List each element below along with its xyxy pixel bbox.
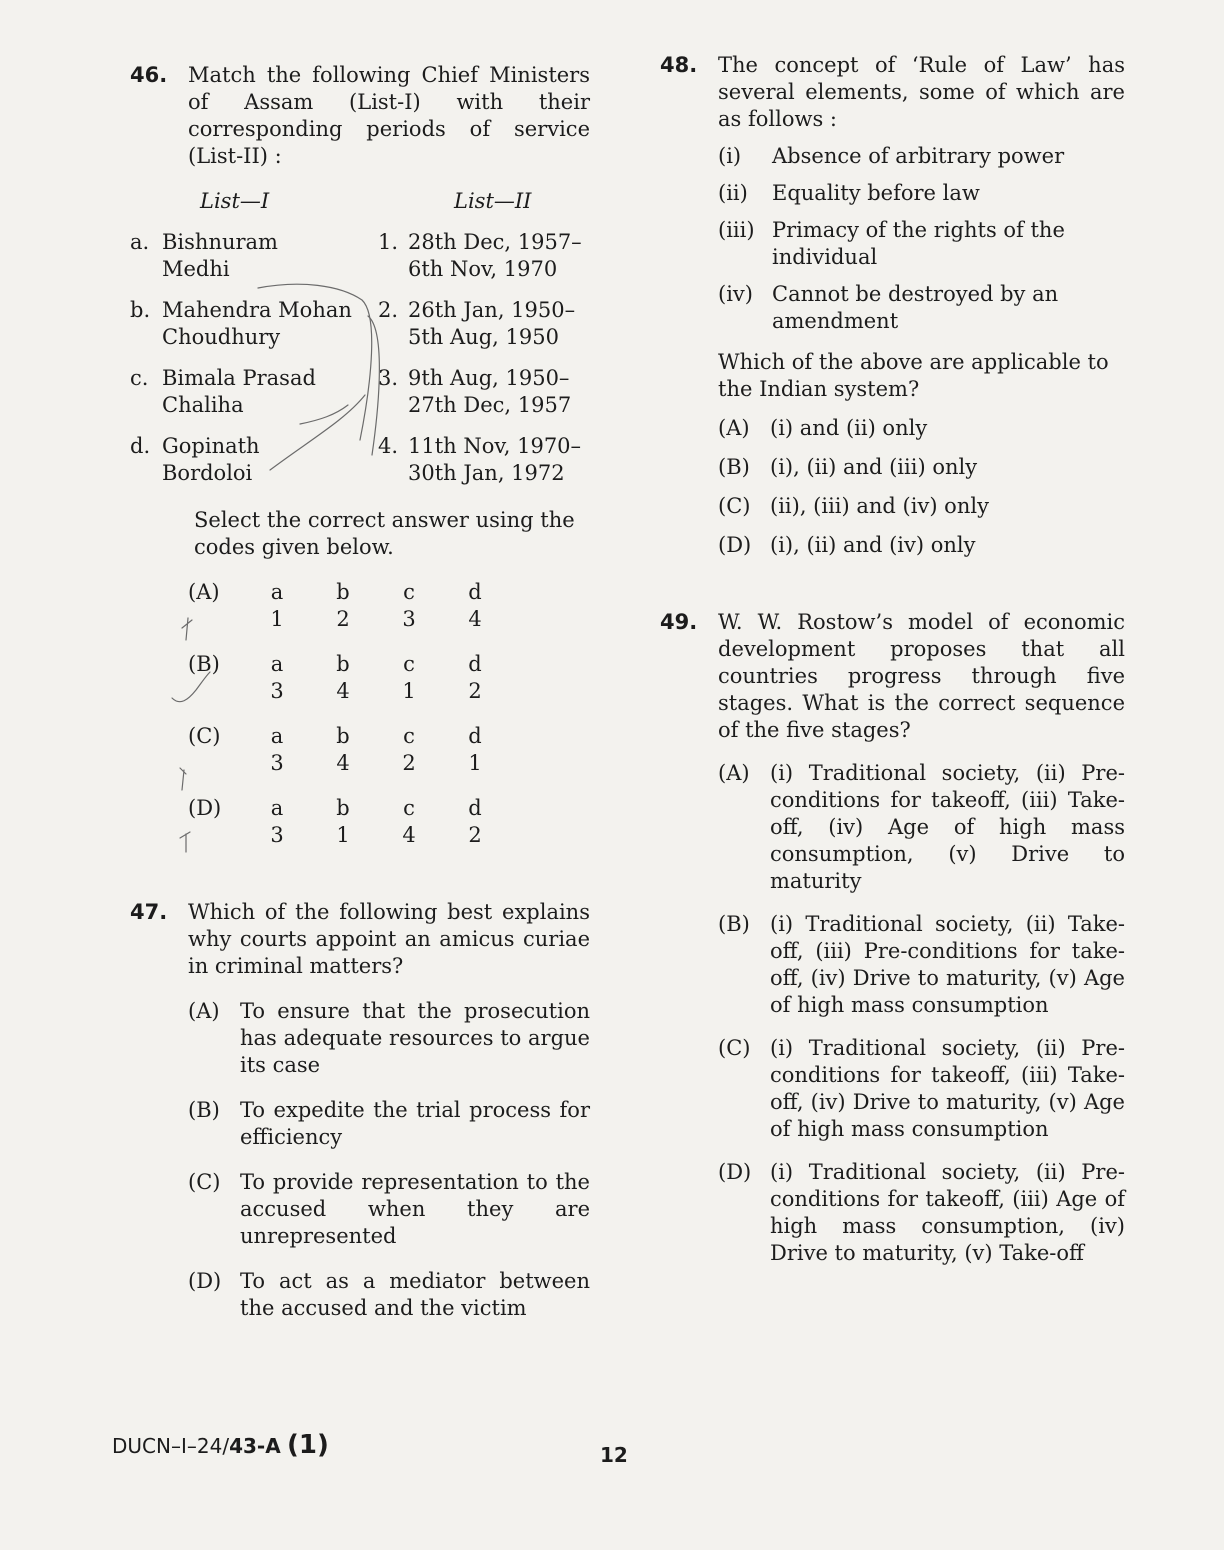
question-text: W. W. Rostow’s model of economic development proposes that all countries progress through five stages. What is the correct sequence of the five stages? <box>718 610 1125 742</box>
service-period: 26th Jan, 1950– 5th Aug, 1950 <box>408 298 576 349</box>
option-label: (C) <box>188 1170 221 1194</box>
code-number: 4 <box>336 751 350 775</box>
code-letter: a <box>270 652 284 676</box>
option-label: (A) <box>188 999 220 1023</box>
answer-option-a[interactable] <box>718 760 1125 895</box>
code-letter: c <box>403 652 415 676</box>
answer-option-c[interactable] <box>188 1169 590 1250</box>
answer-option-b[interactable] <box>188 651 590 705</box>
code-number: 2 <box>402 751 416 775</box>
option-label: (C) <box>188 724 221 748</box>
option-text: (i), (ii) and (iii) only <box>770 455 978 479</box>
code-number: 2 <box>468 823 482 847</box>
service-period: 9th Aug, 1950– 27th Dec, 1957 <box>408 366 572 417</box>
option-label: (B) <box>188 652 220 676</box>
page-number: 12 <box>600 1443 628 1467</box>
option-label: (A) <box>188 580 220 604</box>
code-letter: c <box>403 796 415 820</box>
pair-number: 3. <box>378 366 399 390</box>
match-pairs <box>130 229 590 487</box>
chief-minister-name: Mahendra Mohan Choudhury <box>162 298 352 349</box>
question-number: 47. <box>130 900 168 924</box>
match-pair <box>130 229 590 283</box>
match-pair <box>130 433 590 487</box>
answer-option-d[interactable] <box>718 1159 1125 1267</box>
option-text: (i) Traditional society, (ii) Pre-conditions for takeoff, (iii) Take-off, (iv) Age of high mass consumption, (v) Drive to maturity <box>770 761 1125 893</box>
code-letter: d <box>468 724 482 748</box>
option-label: (D) <box>188 1269 222 1293</box>
paper-code <box>112 1432 329 1460</box>
question-number: 48. <box>660 53 698 77</box>
match-pair <box>130 365 590 419</box>
option-text: To provide representation to the accused when they are unrepresented <box>240 1170 590 1248</box>
option-text: (i) Traditional society, (ii) Take-off, (iii) Pre-conditions for take-off, (iv) Drive to maturity, (v) Age of high mass consumption <box>770 912 1125 1017</box>
option-text: To expedite the trial process for efficiency <box>240 1098 590 1149</box>
question-number: 46. <box>130 63 168 87</box>
code-number: 4 <box>336 679 350 703</box>
option-label: (B) <box>188 1098 220 1122</box>
question-prompt: Which of the above are applicable to the Indian system? <box>718 350 1109 401</box>
element-label: (iii) <box>718 218 755 242</box>
option-label: (D) <box>718 1160 752 1184</box>
service-period: 11th Nov, 1970– 30th Jan, 1972 <box>408 434 582 485</box>
element-label: (iv) <box>718 282 753 306</box>
option-text: To act as a mediator between the accused and the victim <box>240 1269 590 1320</box>
code-number: 3 <box>270 751 284 775</box>
option-text: (ii), (iii) and (iv) only <box>770 494 989 518</box>
element-text: Primacy of the rights of the individual <box>772 218 1065 269</box>
pair-number: 2. <box>378 298 399 322</box>
element-text: Absence of arbitrary power <box>772 144 1065 168</box>
answer-option-c[interactable] <box>188 723 590 777</box>
option-label: (C) <box>718 1036 751 1060</box>
chief-minister-name: Bimala Prasad Chaliha <box>162 366 316 417</box>
answer-option-a[interactable] <box>718 415 1125 442</box>
option-label: (C) <box>718 494 751 518</box>
answer-codes <box>130 579 590 849</box>
pair-letter: d. <box>130 434 151 458</box>
list-2-heading: List—II <box>454 189 532 213</box>
paper-set: (1) <box>287 1430 329 1460</box>
option-text: (i), (ii) and (iv) only <box>770 533 976 557</box>
code-letter: c <box>403 724 415 748</box>
option-label: (B) <box>718 455 750 479</box>
code-letter: a <box>270 724 284 748</box>
option-label: (D) <box>188 796 222 820</box>
answer-option-b[interactable] <box>188 1097 590 1151</box>
option-label: (B) <box>718 912 750 936</box>
answer-option-a[interactable] <box>188 998 590 1079</box>
answer-option-b[interactable] <box>718 911 1125 1019</box>
question-text: The concept of ‘Rule of Law’ has several elements, some of which are as follows : <box>718 53 1125 131</box>
code-number: 1 <box>468 751 482 775</box>
code-number: 4 <box>402 823 416 847</box>
question-text: Which of the following best explains why courts appoint an amicus curiae in criminal matters? <box>188 900 590 978</box>
element-item <box>718 281 1125 335</box>
option-text: (i) Traditional society, (ii) Pre-conditions for takeoff, (iii) Take-off, (iv) Drive to maturity, (v) Age of high mass consumption <box>770 1036 1125 1141</box>
element-label: (ii) <box>718 181 748 205</box>
option-text: (i) and (ii) only <box>770 416 928 440</box>
code-letter: d <box>468 796 482 820</box>
answer-option-c[interactable] <box>718 1035 1125 1143</box>
pair-letter: c. <box>130 366 149 390</box>
code-letter: a <box>270 580 284 604</box>
answer-options <box>718 415 1125 559</box>
list-headings <box>200 188 590 215</box>
question-number: 49. <box>660 610 698 634</box>
paper-code-bold: 43-A <box>229 1434 281 1458</box>
code-letter: a <box>270 796 284 820</box>
chief-minister-name: Gopinath Bordoloi <box>162 434 260 485</box>
code-number: 2 <box>468 679 482 703</box>
chief-minister-name: Bishnuram Medhi <box>162 230 278 281</box>
element-label: (i) <box>718 144 742 168</box>
option-text: To ensure that the prosecution has adequate resources to argue its case <box>240 999 590 1077</box>
code-letter: d <box>468 652 482 676</box>
code-letter: c <box>403 580 415 604</box>
code-number: 2 <box>336 607 350 631</box>
code-letter: b <box>336 652 350 676</box>
rule-of-law-elements <box>718 143 1125 335</box>
option-label: (D) <box>718 533 752 557</box>
question-46 <box>130 62 590 849</box>
answer-option-c[interactable] <box>718 493 1125 520</box>
answer-option-d[interactable] <box>718 532 1125 559</box>
answer-options <box>718 760 1125 1267</box>
option-label: (A) <box>718 416 750 440</box>
code-number: 3 <box>402 607 416 631</box>
element-item <box>718 143 1125 170</box>
code-number: 1 <box>402 679 416 703</box>
code-number: 3 <box>270 679 284 703</box>
pair-letter: b. <box>130 298 151 322</box>
answer-option-d[interactable] <box>188 795 590 849</box>
code-letter: b <box>336 796 350 820</box>
match-pair <box>130 297 590 351</box>
pair-number: 4. <box>378 434 399 458</box>
question-49 <box>660 609 1125 1267</box>
code-letter: b <box>336 724 350 748</box>
codes-instruction: Select the correct answer using the codes given below. <box>194 508 575 559</box>
code-number: 4 <box>468 607 482 631</box>
option-label: (A) <box>718 761 750 785</box>
element-text: Equality before law <box>772 181 980 205</box>
answer-option-a[interactable] <box>188 579 590 633</box>
list-1-heading: List—I <box>200 189 270 213</box>
paper-code-text: DUCN–I–24/ <box>112 1434 230 1458</box>
code-letter: b <box>336 580 350 604</box>
right-column <box>660 52 1125 1267</box>
element-item <box>718 217 1125 271</box>
question-text: Match the following Chief Ministers of Assam (List-I) with their corresponding periods of service (List-II) : <box>188 63 590 168</box>
code-number: 1 <box>336 823 350 847</box>
code-number: 1 <box>270 607 284 631</box>
answer-options <box>188 998 590 1322</box>
pair-number: 1. <box>378 230 399 254</box>
option-text: (i) Traditional society, (ii) Pre-conditions for takeoff, (iii) Age of high mass consumption, (iv) Drive to maturity, (v) Take-off <box>770 1160 1125 1265</box>
code-letter: d <box>468 580 482 604</box>
element-text: Cannot be destroyed by an amendment <box>772 282 1059 333</box>
question-48 <box>660 52 1125 559</box>
left-column <box>130 62 590 1322</box>
service-period: 28th Dec, 1957– 6th Nov, 1970 <box>408 230 582 281</box>
answer-option-d[interactable] <box>188 1268 590 1322</box>
pair-letter: a. <box>130 230 150 254</box>
question-47 <box>130 899 590 1322</box>
code-number: 3 <box>270 823 284 847</box>
answer-option-b[interactable] <box>718 454 1125 481</box>
element-item <box>718 180 1125 207</box>
